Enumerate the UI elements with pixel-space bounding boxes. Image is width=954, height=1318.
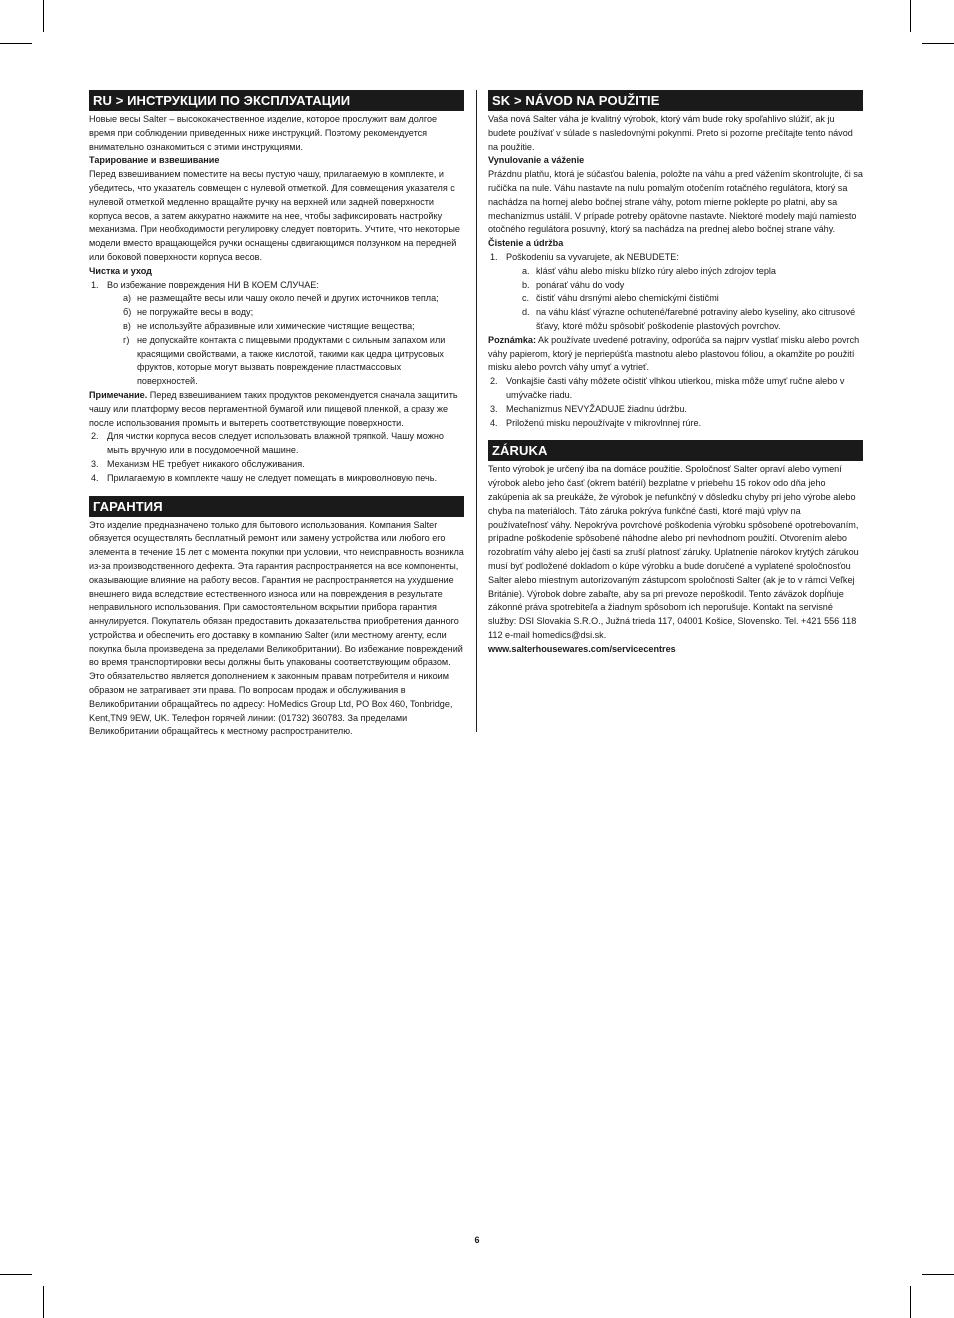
list-item: 3. Механизм НЕ требует никакого обслуживания. bbox=[91, 458, 305, 469]
ru-care-title: Чистка и уход bbox=[89, 265, 152, 276]
list-item: 2. Vonkajšie časti váhy môžete očistiť vlhkou utierkou, miska môže umyť ručne alebo v umývačke riadu. bbox=[490, 376, 845, 400]
sk-intro: Vaša nová Salter váha je kvalitný výrobok, ktorý vám bude roky spoľahlivo slúžiť, ak ju budete používať v súlade s nasledovnými pokynmi. Preto si pozorne prečítajte tento návod na použitie. bbox=[488, 114, 853, 152]
ru-care-sublist bbox=[107, 292, 464, 389]
crop-mark bbox=[910, 1286, 911, 1318]
sk-taring-title: Vynulovanie a váženie bbox=[488, 155, 585, 166]
list-item: 4. Priloženú misku nepoužívajte v mikrovlnnej rúre. bbox=[490, 417, 702, 428]
list-item: 2. Для чистки корпуса весов следует использовать влажной тряпкой. Чашу можно мыть вручную или в посудомоечной машине. bbox=[91, 431, 444, 456]
sk-instructions-body bbox=[488, 113, 863, 430]
ru-instructions-section bbox=[89, 90, 464, 486]
list-item: 1. Во избежание повреждения НИ В КОЕМ СЛУЧАЕ: а) не размещайте весы или чашу около печей и других источников тепла; б) не погружайте весы в воду; в) не используйте абразивные или химические чистящие вещества; г) не допускайте контакта с пищевыми продуктами с сильным запахом или красящими свойствами, а также кислотой, такими как цедра цитрусовых фруктов, которые могут вызвать повреждение пластмассовых поверхностей. bbox=[89, 279, 464, 389]
ru-instructions-header: RU > ИНСТРУКЦИИ ПО ЭКСПЛУАТАЦИИ bbox=[89, 90, 464, 111]
ru-care-list-cont bbox=[89, 430, 464, 485]
list-item: 1. Poškodeniu sa vyvarujete, ak NEBUDETE: a. klásť váhu alebo misku blízko rúry alebo iných zdrojov tepla b. ponárať váhu do vody c. čistiť váhu drsnými alebo chemickými čističmi d. na váhu klásť výrazne ochutené/farebné potraviny alebo kyseliny, ako citrusové šťavy, ktoré môžu spôsobiť poškodenie plastových povrchov. bbox=[488, 251, 863, 334]
crop-mark bbox=[43, 0, 44, 32]
sk-guarantee-body bbox=[488, 463, 863, 656]
ru-taring-text: Перед взвешиванием поместите на весы пустую чашу, прилагаемую в комплекте, и убедитесь, что указатель совмещен с нулевой отметкой. Для совмещения указателя с нулевой отметкой медленно вращайте ручку на верхней или задней поверхности корпуса весов, а затем аккуратно нажмите на нее, чтобы зафиксировать настройку механизма. При необходимости регулировку следует повторить. Учтите, что некоторые модели вместо вращающейся ручки оснащены сдвигающимся ползунком на передней или боковой поверхности корпуса весов. bbox=[89, 169, 460, 262]
crop-mark bbox=[922, 43, 954, 44]
list-item: б) не погружайте весы в воду; bbox=[123, 307, 254, 318]
sk-column bbox=[488, 90, 863, 666]
ru-guarantee-section bbox=[89, 496, 464, 740]
list-item: b. ponárať váhu do vody bbox=[522, 279, 625, 290]
sk-guarantee-header: ZÁRUKA bbox=[488, 440, 863, 461]
service-website-link[interactable]: www.salterhousewares.com/servicecentres bbox=[488, 643, 676, 654]
crop-mark bbox=[43, 1286, 44, 1318]
list-item: в) не используйте абразивные или химические чистящие вещества; bbox=[123, 320, 415, 331]
ru-intro: Новые весы Salter – высококачественное изделие, которое прослужит вам долгое время при соблюдении приведенных ниже инструкций. Поэтому рекомендуется внимательно ознакомиться с этими инструкциями. bbox=[89, 114, 438, 152]
ru-note: Примечание. Перед взвешиванием таких продуктов рекомендуется сначала защитить чашу или платформу весов пергаментной бумагой или пищевой пленкой, а сразу же после использования промыть и вытереть соответствующие поверхности. bbox=[89, 389, 458, 428]
sk-care-list bbox=[488, 251, 863, 334]
ru-guarantee-text: Это изделие предназначено только для бытового использования. Компания Salter обязуется осуществлять бесплатный ремонт или замену устройства или любого его элемента в течение 15 лет с момента покупки при условии, что неисправность возникла из-за производственного дефекта. Эта гарантия распространяется на все компоненты, оказывающие влияние на работу весов. Гарантия не распространяется на ухудшение внешнего вида вследствие естественного износа или на повреждения в результате неправильного использования. При самостоятельном вскрытии прибора гарантия аннулируется. Покупатель обязан предоставить доказательства приобретения данного устройства и обеспечить его доставку в компанию Salter (или местному агенту, если покупка была произведена за пределами Великобритании). Во избежание повреждений во время транспортировки весы должны быть упакованы соответствующим образом. Это обязательство является дополнением к законным правам потребителя и никоим образом не затрагивает эти права. По вопросам продаж и обслуживания в Великобритании обращайтесь по адресу: HoMedics Group Ltd, PO Box 460, Tonbridge, Kent,TN9 9EW, UK. Телефон горячей линии: (01732) 360783. За пределами Великобритании обращайтесь к местному распространителю. bbox=[89, 519, 464, 737]
crop-mark bbox=[0, 43, 32, 44]
sk-instructions-header: SK > NÁVOD NA POUŽITIE bbox=[488, 90, 863, 111]
crop-mark bbox=[910, 0, 911, 32]
sk-care-sublist bbox=[506, 265, 863, 334]
crop-mark bbox=[0, 1274, 32, 1275]
ru-instructions-body bbox=[89, 113, 464, 486]
ru-taring-title: Тарирование и взвешивание bbox=[89, 155, 220, 166]
ru-guarantee-body bbox=[89, 519, 464, 740]
crop-mark bbox=[922, 1274, 954, 1275]
ru-column bbox=[89, 90, 464, 749]
sk-care-title: Čistenie a údržba bbox=[488, 238, 564, 249]
list-item: г) не допускайте контакта с пищевыми продуктами с сильным запахом или красящими свойствами, а также кислотой, такими как цедра цитрусовых фруктов, которые могут вызвать повреждение пластмассовых поверхностей. bbox=[123, 334, 446, 387]
list-item: а) не размещайте весы или чашу около печей и других источников тепла; bbox=[123, 293, 439, 304]
sk-guarantee-text: Tento výrobok je určený iba na domáce použitie. Spoločnosť Salter opraví alebo vymení výrobok alebo jeho časť (okrem batérií) bezplatne v priebehu 15 rokov odo dňa jeho zakúpenia ak sa preukáže, že výrobok je nefunkčný v dôsledku chyby pri jeho výrobe alebo chyba na materiáloch. Táto záruka pokrýva funkčné časti, ktoré majú vplyv na používateľnosť váhy. Nepokrýva povrchové poškodenia výrobku spôsobené opotrebovaním, prípadne poškodenie spôsobené náhodne alebo pri nevhodnom použití. Otvorením alebo rozobratím váhy alebo jej časti sa zruší platnosť záruky. Uplatnenie nárokov krytých zárukou musí byť podložené dokladom o kúpe výrobku a bude doručené a vyplatené spoločnosťou Salter alebo miestnym autorizovaným zástupcom spoločnosti Salter (ak je to v rámci Veľkej Británie). Výrobok dobre zabaľte, aby sa pri prevoze nepoškodil. Tento záväzok dopĺňuje zákonné práva spotrebiteľa a žiadnym spôsobom ich neporušuje. Kontakt na servisné služby: DSI Slovakia S.R.O., Južná trieda 117, 04001 Košice, Slovensko. Tel. +421 556 118 112 e-mail homedics@dsi.sk. bbox=[488, 464, 859, 640]
sk-note: Poznámka: Ak používate uvedené potraviny, odporúča sa najprv vystlať misku alebo povrch váhy papierom, ktorý je nepriepúšťa mastnotu alebo plastovou fóliou, a okamžite po použití misku alebo povrch váhy umyť a vytrieť. bbox=[488, 334, 860, 373]
list-item: 3. Mechanizmus NEVYŽADUJE žiadnu údržbu. bbox=[490, 403, 687, 414]
sk-care-list-cont bbox=[488, 375, 863, 430]
list-item: d. na váhu klásť výrazne ochutené/farebné potraviny alebo kyseliny, ako citrusové šťavy, ktoré môžu spôsobiť poškodenie plastových povrchov. bbox=[522, 307, 856, 331]
list-item: a. klásť váhu alebo misku blízko rúry alebo iných zdrojov tepla bbox=[522, 265, 776, 276]
sk-taring-text: Prázdnu platňu, ktorá je súčasťou balenia, položte na váhu a pred vážením skontrolujte, či sa ručička na nule. Váhu nastavte na nulu pomalým otočením rotačného regulátora, ktorý sa nachádza na hornej alebo bočnej strane váhy, potom mierne poklepte po platni, aby sa mechanizmus ustálil. V prípade potreby opätovne nastavte. Niektoré modely majú namiesto otočného regulátora posuvný, ktorý sa nachádza na prednej alebo bočnej strane váhy. bbox=[488, 169, 863, 235]
page-number: 6 bbox=[474, 1235, 480, 1245]
sk-guarantee-section bbox=[488, 440, 863, 656]
sk-instructions-section bbox=[488, 90, 863, 430]
ru-care-list bbox=[89, 279, 464, 389]
list-item: c. čistiť váhu drsnými alebo chemickými čističmi bbox=[522, 293, 719, 304]
list-item: 4. Прилагаемую в комплекте чашу не следует помещать в микроволновую печь. bbox=[91, 472, 437, 483]
column-divider bbox=[476, 90, 477, 732]
ru-guarantee-header: ГАРАНТИЯ bbox=[89, 496, 464, 517]
